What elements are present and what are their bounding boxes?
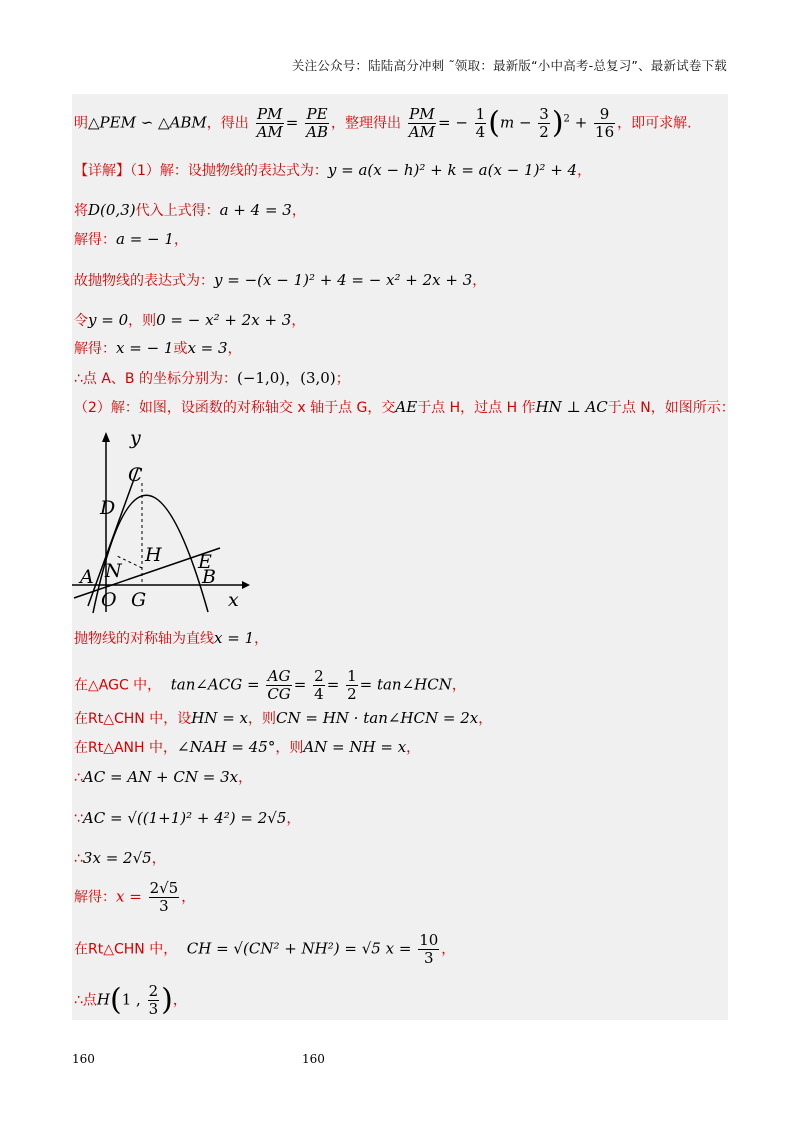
fraction: $\frac{2}{4}$ [314,667,324,703]
line-3: 将D(0,3)代入上式得：a + 4 = 3， [74,201,306,219]
math: ∠NAH = 45° [177,738,276,756]
line-6: 令y = 0，则0 = − x² + 2x + 3， [74,311,306,329]
line-7: 解得：x = − 1或x = 3， [74,339,242,357]
num: PM [409,105,435,123]
text: 在△AGC 中， [74,677,162,694]
text: ，整理得出 [331,115,401,132]
label-E: E [198,551,212,573]
text: 将 [74,203,88,219]
text: ∴点 [74,992,97,1009]
text: ，则 [275,740,304,756]
math: y = a(x − h)² + k = a(x − 1)² + 4 [327,161,578,179]
math: 0 = − x² + 2x + 3 [156,311,292,329]
label-A: A [80,566,94,588]
math: △PEM ∽ △ABM [88,113,207,132]
line-16: ∴3x = 2√5， [74,849,166,867]
line-1: 明△PEM ∽ △ABM，得出 $\frac{PM}{AM}$ = $\frac{PE}{AB}$ ，整理得出 $\frac{PM}{AM}$ = − $\frac{1}{4}$ (m − $\frac{3}{2}$ )$^2$ + $\frac{9}{16}$ ，即可求解. [74,105,692,141]
text: ∴点 A、B 的坐标分别为： [74,371,237,387]
parabola-diagram [70,428,250,618]
math: (−1,0)，(3,0) [237,369,336,387]
math: HN ⊥ AC [535,398,608,416]
line-18: 在Rt△CHN 中， CH = √(CN² + NH²) = √5 x = $\frac{10}{3}$ ， [74,931,456,967]
label-O: O [101,589,117,611]
math: AC = AN + CN = 3x [82,768,239,786]
text: ∵ [74,811,83,827]
line-8: ∴点 A、B 的坐标分别为：(−1,0)，(3,0)； [74,369,350,387]
text: ∴ [74,770,83,786]
num: PE [306,105,328,123]
fraction: $\frac{2}{3}$ [148,982,159,1018]
text: 代入上式得： [135,203,220,219]
line-14: ∴AC = AN + CN = 3x， [74,768,253,786]
den: AM [256,123,283,141]
text: 或 [173,341,188,357]
line-10: 抛物线的对称轴为直线x = 1， [74,629,269,647]
line-4: 解得：a = − 1， [74,230,188,248]
text: 在Rt△CHN 中，设 [74,711,192,727]
math: x = − 1 [116,339,174,357]
text: 解得： [74,341,116,357]
line-19: ∴点H(1 , $\frac{2}{3}$ )， [74,982,187,1018]
label-N: N [105,560,122,582]
math: y = 0 [88,311,129,329]
label-x: x [228,589,239,611]
text: 在Rt△ANH 中， [74,740,178,756]
math: CH = √(CN² + NH²) = √5 x = [186,939,412,958]
parabola-figure [70,428,250,618]
page-number-left: 160 [72,1052,95,1066]
line-15: ∵AC = √((1+1)² + 4²) = 2√5， [74,809,301,827]
math: = tan∠HCN [359,675,452,694]
label-H: H [145,544,162,566]
y-arrow [102,432,110,442]
line-2: 【详解】（1）解：设抛物线的表达式为：y = a(x − h)² + k = a(x − 1)² + 4， [74,161,592,179]
text: ，即可求解. [617,115,692,132]
text: 故抛物线的表达式为： [74,273,214,289]
fraction: $\frac{9}{16}$ [595,105,615,141]
fraction: $\frac{AG}{CG}$ [267,667,291,703]
den: AB [306,123,328,141]
text: 明 [74,115,88,132]
math: D(0,3) [88,201,136,219]
text: 于点 N，如图所示： [607,400,735,416]
line-17: 解得：x = $\frac{2√5}{3}$ ， [74,879,196,915]
page-number-center: 160 [302,1052,325,1066]
math: HN = x [191,709,248,727]
line-11: 在△AGC 中， tan∠ACG = $\frac{AG}{CG}$ = $\frac{2}{4}$ = $\frac{1}{2}$ = tan∠HCN， [74,667,466,703]
fraction: $\frac{1}{4}$ [475,105,486,141]
label-C: C [128,464,143,486]
fraction [305,106,329,141]
label-B: B [202,566,216,588]
text: ∴ [74,851,83,867]
label-y: y [130,428,141,449]
text: 于点 H，过点 H 作 [417,400,536,416]
text: 令 [74,313,88,329]
text: ，则 [128,313,157,329]
fraction [408,106,436,141]
label-G: G [131,589,147,611]
math: AN = NH = x [303,738,407,756]
text: 【详解】（1）解：设抛物线的表达式为： [74,163,328,179]
line-13: 在Rt△ANH 中，∠NAH = 45°，则AN = NH = x， [74,738,421,756]
num: PM [256,105,283,123]
label-D: D [100,497,116,519]
fraction [256,106,284,141]
math: x = [116,887,142,906]
math: H [96,990,111,1009]
text: ，得出 [206,115,249,132]
line-5: 故抛物线的表达式为：y = −(x − 1)² + 4 = − x² + 2x + 3， [74,271,487,289]
page-header: 关注公众号：陆陆高分冲刺 ˜领取：最新版“小中高考-总复习”、最新试卷下载 [291,58,727,73]
text: 解得： [74,889,116,906]
den: AM [408,123,435,141]
math: 3x = 2√5 [82,849,152,867]
fraction: $\frac{10}{3}$ [419,931,439,967]
text: 抛物线的对称轴为直线 [74,631,214,647]
math: tan∠ACG = [170,675,260,694]
math: a = − 1 [116,230,174,248]
text: 解得： [74,232,116,248]
math: x = 3 [187,339,228,357]
math: CN = HN · tan∠HCN = 2x [276,709,479,727]
math: x = 1 [214,629,255,647]
fraction: $\frac{2√5}{3}$ [149,879,179,915]
line-12: 在Rt△CHN 中，设HN = x，则CN = HN · tan∠HCN = 2x， [74,709,493,727]
fraction: $\frac{3}{2}$ [539,105,549,141]
math: AC = √((1+1)² + 4²) = 2√5 [82,809,287,827]
text: 在Rt△CHN 中， [74,941,178,958]
math: y = −(x − 1)² + 4 = − x² + 2x + 3 [214,271,473,289]
x-arrow [242,581,250,589]
line-9 [74,397,735,418]
math: a + 4 = 3 [219,201,292,219]
fraction: $\frac{1}{2}$ [347,667,357,703]
math: AE [395,398,418,416]
text: （2）解：如图，设函数的对称轴交 x 轴于点 G，交 [74,400,396,416]
text: ，则 [248,711,276,727]
